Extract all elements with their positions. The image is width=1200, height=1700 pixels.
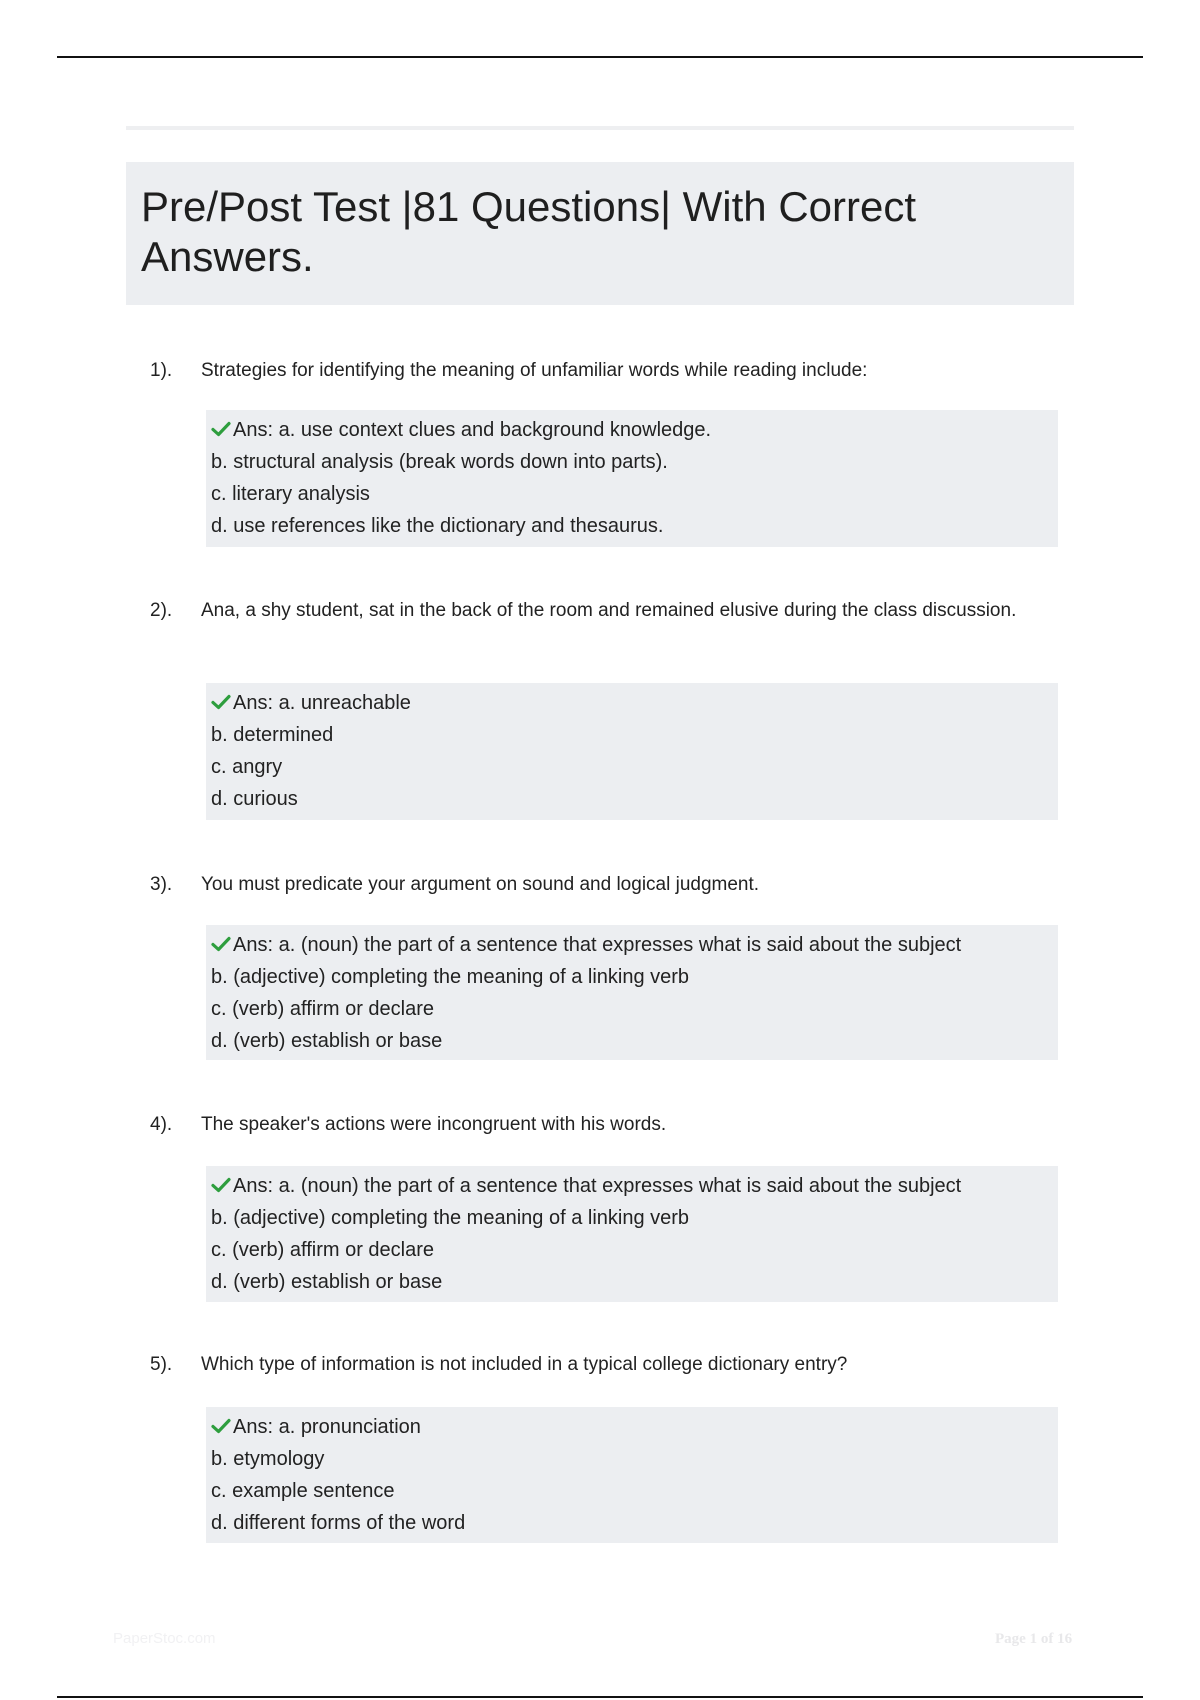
option-c: c. example sentence — [211, 1480, 395, 1502]
question-text: You must predicate your argument on sound and logical judgment. — [201, 874, 760, 895]
check-icon — [211, 936, 231, 952]
option-d: d. (verb) establish or base — [211, 1030, 443, 1052]
question-number: 3). — [150, 874, 173, 895]
option-c: c. angry — [211, 756, 283, 778]
correct-answer: Ans: a. (noun) the part of a sentence that expresses what is said about the subject — [211, 929, 1053, 961]
option-b: b. (adjective) completing the meaning of a linking verb — [211, 966, 690, 988]
answer-box-1 — [206, 410, 1058, 547]
title-banner — [126, 162, 1074, 305]
answer-box-5 — [206, 1407, 1058, 1543]
option-c: c. (verb) affirm or declare — [211, 998, 435, 1020]
check-icon — [211, 1177, 231, 1193]
option-c: c. literary analysis — [211, 483, 370, 505]
document-title: Pre/Post Test |81 Questions| With Correct Answers. — [141, 183, 917, 280]
question-text: Strategies for identifying the meaning of unfamiliar words while reading include: — [201, 360, 868, 381]
option-b: b. (adjective) completing the meaning of a linking verb — [211, 1207, 690, 1229]
correct-answer: Ans: a. pronunciation — [211, 1411, 1053, 1443]
question-number: 5). — [150, 1354, 173, 1375]
option-d: d. different forms of the word — [211, 1512, 466, 1534]
correct-answer: Ans: a. use context clues and background knowledge. — [211, 414, 1053, 446]
check-icon — [211, 1418, 231, 1434]
option-b: b. determined — [211, 724, 334, 746]
bottom-rule — [57, 1696, 1143, 1698]
question-number: 1). — [150, 360, 173, 381]
option-c: c. (verb) affirm or declare — [211, 1239, 435, 1261]
option-d: d. curious — [211, 788, 298, 810]
watermark: PaperStoc.com — [113, 1630, 216, 1647]
answer-box-3 — [206, 925, 1058, 1060]
question-number: 4). — [150, 1114, 173, 1135]
question-text: Ana, a shy student, sat in the back of the room and remained elusive during the class discussion. — [201, 600, 1017, 621]
option-b: b. etymology — [211, 1448, 325, 1470]
option-d: d. (verb) establish or base — [211, 1271, 443, 1293]
correct-answer: Ans: a. unreachable — [211, 687, 1053, 719]
check-icon — [211, 694, 231, 710]
correct-answer: Ans: a. (noun) the part of a sentence that expresses what is said about the subject — [211, 1170, 1053, 1202]
check-icon — [211, 421, 231, 437]
option-b: b. structural analysis (break words down into parts). — [211, 451, 668, 473]
question-number: 2). — [150, 600, 173, 621]
top-rule — [57, 56, 1143, 58]
header-divider — [126, 126, 1074, 130]
question-text: Which type of information is not included in a typical college dictionary entry? — [201, 1354, 848, 1375]
page-indicator: Page 1 of 16 — [995, 1631, 1073, 1647]
answer-box-2 — [206, 683, 1058, 820]
option-d: d. use references like the dictionary and thesaurus. — [211, 515, 664, 537]
question-text: The speaker's actions were incongruent with his words. — [201, 1114, 667, 1135]
answer-box-4 — [206, 1166, 1058, 1302]
